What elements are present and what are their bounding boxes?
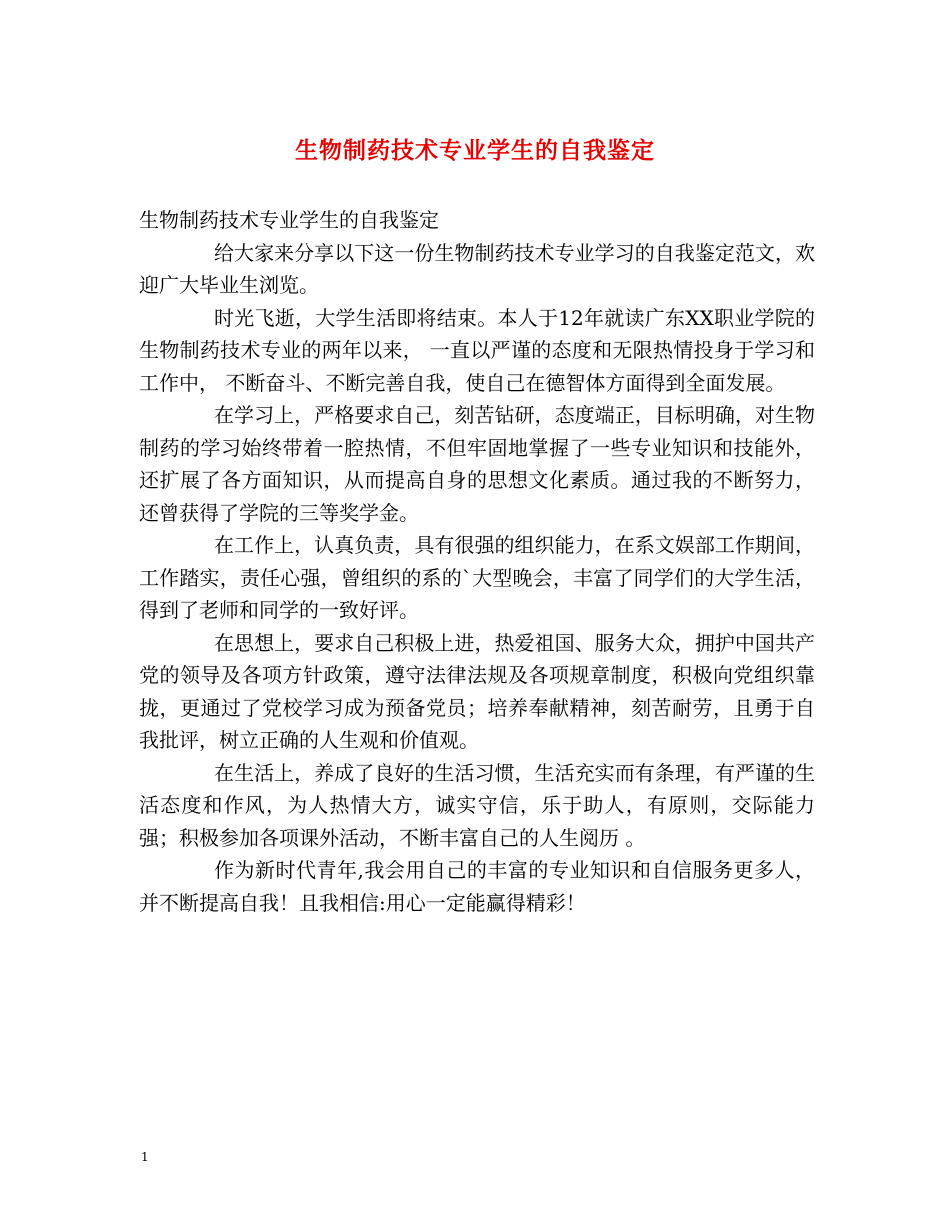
paragraph: 在学习上，严格要求自己，刻苦钻研，态度端正，目标明确，对生物制药的学习始终带着一腔热情，不但牢固地掌握了一些专业知识和技能外，还扩展了各方面知识，从而提高自身的思想文化素质。通过我的不断努力，还曾获得了学院的三等奖学金。	[139, 403, 815, 525]
paragraph: 时光飞逝，大学生活即将结束。本人于12年就读广东XX职业学院的生物制药技术专业的两年以来， 一直以严谨的态度和无限热情投身于学习和工作中， 不断奋斗、不断完善自我，使自己在德智体方面得到全面发展。	[139, 305, 815, 395]
document-title: 生物制药技术专业学生的自我鉴定	[295, 137, 655, 164]
paragraph: 给大家来分享以下这一份生物制药技术专业学习的自我鉴定范文，欢迎广大毕业生浏览。	[139, 240, 815, 297]
document-subtitle: 生物制药技术专业学生的自我鉴定	[139, 208, 439, 232]
paragraph: 在思想上，要求自己积极上进，热爱祖国、服务大众，拥护中国共产党的领导及各项方针政策，遵守法律法规及各项规章制度，积极向党组织靠拢，更通过了党校学习成为预备党员；培养奉献精神，刻苦耐劳，且勇于自我批评，树立正确的人生观和价值观。	[139, 630, 815, 752]
paragraph: 作为新时代青年,我会用自己的丰富的专业知识和自信服务更多人，并不断提高自我！且我相信:用心一定能赢得精彩！	[139, 858, 815, 915]
page-number: 1	[141, 1150, 149, 1164]
document-body	[139, 204, 815, 919]
paragraph: 在生活上，养成了良好的生活习惯，生活充实而有条理，有严谨的生活态度和作风，为人热情大方，诚实守信，乐于助人，有原则，交际能力强；积极参加各项课外活动，不断丰富自己的人生阅历 。	[139, 760, 815, 850]
paragraph: 在工作上，认真负责，具有很强的组织能力，在系文娱部工作期间，工作踏实，责任心强，曾组织的系的`大型晚会，丰富了同学们的大学生活，得到了老师和同学的一致好评。	[139, 533, 815, 622]
